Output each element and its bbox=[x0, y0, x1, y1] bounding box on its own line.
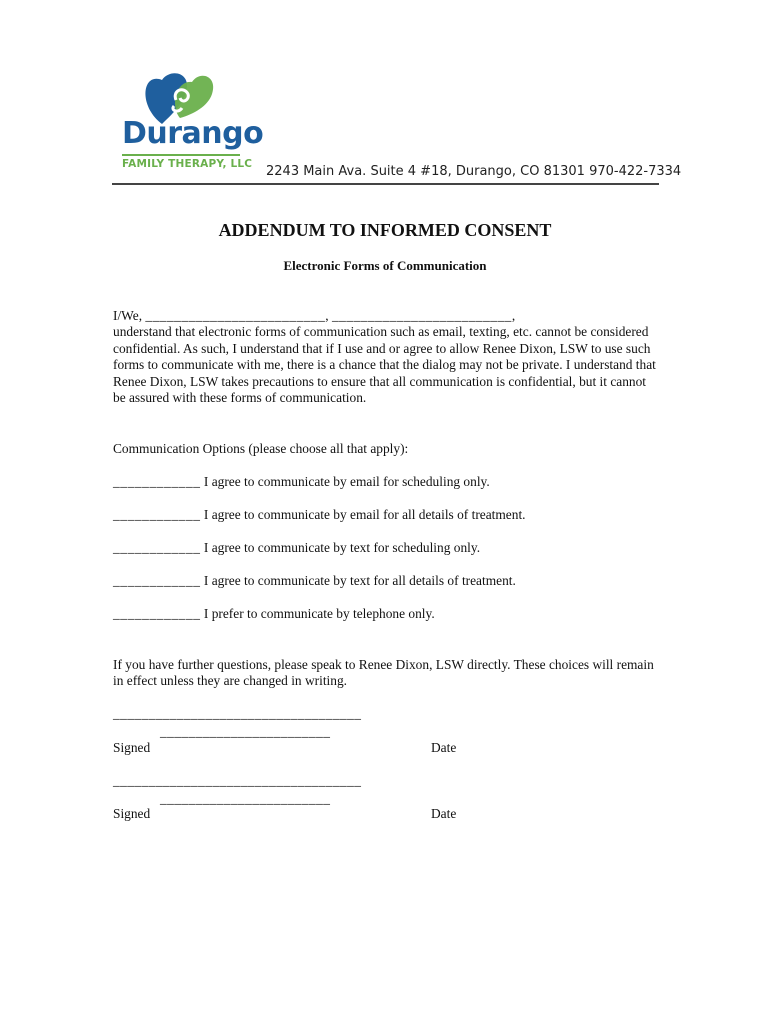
signature-line[interactable]: ___________________________________ bbox=[113, 706, 362, 721]
name-blank-2[interactable]: _________________________ bbox=[331, 308, 512, 323]
document-subtitle: Electronic Forms of Communication bbox=[283, 258, 487, 273]
intro-body: understand that electronic forms of communication such as email, texting, etc. cannot be considered confidential. As such, I understand that if I use and or agree to allow Renee Dixon, LSW to use such forms to communicate with me, there is a chance that the dialog may not be private. I understand that Renee Dixon, LSW takes precautions to ensure that all communication is confidential, but it cannot be assured with these forms of communication. bbox=[113, 324, 656, 406]
header-divider bbox=[112, 183, 659, 185]
option-text: I agree to communicate by text for all details of treatment. bbox=[200, 573, 516, 588]
option-text: I agree to communicate by email for scheduling only. bbox=[200, 474, 490, 489]
further-questions-paragraph: If you have further questions, please speak to Renee Dixon, LSW directly. These choices will remain in effect unless they are changed in writing. bbox=[113, 657, 654, 689]
option-row bbox=[113, 507, 526, 523]
logo-subtitle: FAMILY THERAPY, LLC bbox=[122, 158, 253, 170]
signature-line[interactable]: ___________________________________ bbox=[113, 773, 362, 788]
logo-divider bbox=[122, 154, 240, 156]
date-label: Date bbox=[431, 740, 457, 755]
address-line: 2243 Main Ava. Suite 4 #18, Durango, CO 81301 970-422-7334 bbox=[266, 164, 682, 179]
name-blank-1[interactable]: _________________________ bbox=[145, 308, 326, 323]
intro-prefix: I/We, bbox=[113, 308, 146, 323]
option-row bbox=[113, 606, 435, 622]
date-label: Date bbox=[431, 806, 457, 821]
options-heading: Communication Options (please choose all that apply): bbox=[113, 441, 409, 456]
option-check-line[interactable]: ____________ bbox=[113, 606, 201, 621]
intro-separator: , bbox=[325, 308, 332, 323]
logo-wordmark: Durango bbox=[122, 116, 264, 151]
option-row bbox=[113, 474, 490, 490]
option-text: I agree to communicate by text for scheduling only. bbox=[200, 540, 481, 555]
intro-suffix: , bbox=[511, 308, 516, 323]
document-title: ADDENDUM TO INFORMED CONSENT bbox=[218, 220, 552, 240]
option-check-line[interactable]: ____________ bbox=[113, 540, 201, 555]
option-check-line[interactable]: ____________ bbox=[113, 474, 201, 489]
signed-label: Signed bbox=[113, 740, 151, 755]
option-text: I agree to communicate by email for all details of treatment. bbox=[200, 507, 526, 522]
option-row bbox=[113, 540, 480, 556]
option-check-line[interactable]: ____________ bbox=[113, 507, 201, 522]
date-line[interactable]: ________________________ bbox=[160, 724, 331, 739]
intro-paragraph bbox=[113, 308, 658, 406]
option-check-line[interactable]: ____________ bbox=[113, 573, 201, 588]
option-text: I prefer to communicate by telephone only. bbox=[200, 606, 435, 621]
date-line[interactable]: ________________________ bbox=[160, 791, 331, 806]
signed-label: Signed bbox=[113, 806, 151, 821]
option-row bbox=[113, 573, 516, 589]
